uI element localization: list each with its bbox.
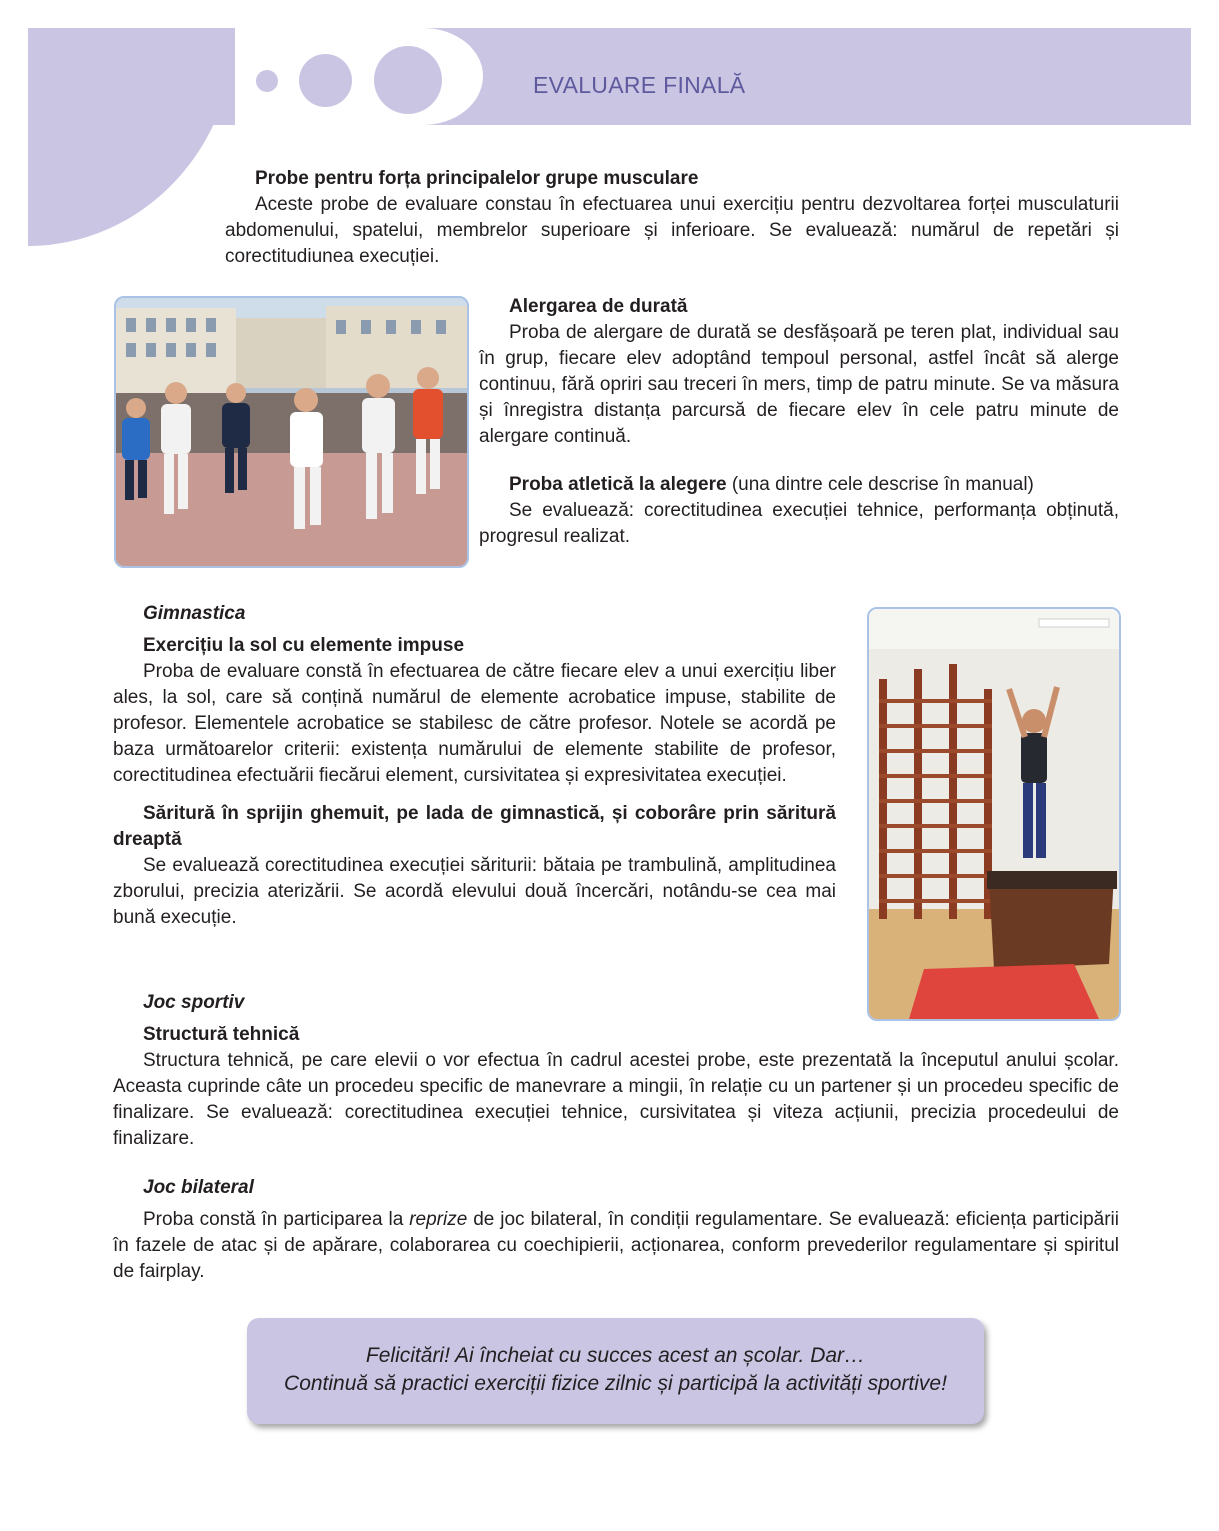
decor-dot-small [256,70,278,92]
strength-body: Aceste probe de evaluare constau în efectuarea unui exercițiu pentru dezvoltarea forței musculaturii abdomenului, spatelui, membrelor superioare și inferioare. Se evaluează: numărul de repetări și corectitudiunea execuției. [225,194,1119,267]
running-photo [114,296,469,568]
athletics-heading: Proba atletică la alegere [509,474,727,495]
athletics-heading-suffix: (una dintre cele descrise în manual) [731,474,1034,495]
strength-section [225,166,1119,270]
gym-illustration [869,609,1119,1019]
running-body: Proba de alergare de durată se desfășoară pe teren plat, individual sau în grup, fiecare elev adoptând tempoul personal, astfel încât să alerge continuu, fără opriri sau treceri în mers, timp de patru minute. Se va măsura și înregistra distanța parcursă de fiecare elev în cele patru minute de alergare continuă. [479,322,1119,447]
bilateral-body-end: de joc bilateral, în condiții regulamentare. Se evaluează: eficiența participării în fazele de atac și de apărare, colaborarea cu coechipierii, acționarea, conform prevederilor regulamentare și spiritul de fairplay. [113,1209,1119,1282]
vault-body: Se evaluează corectitudinea execuției săriturii: bătaia pe trambulină, amplitudinea zborului, precizia aterizării. Se acordă elevului două încercări, notându-se cea mai bună execuție. [113,855,836,928]
gym-photo [867,607,1121,1021]
bilateral-body [113,1207,1119,1285]
decor-dot-medium [299,54,352,107]
bilateral-section-title: Joc bilateral [143,1177,254,1198]
congrats-line-1: Felicitări! Ai încheiat cu succes acest an școlar. Dar… [365,1344,866,1367]
bilateral-body-start: Proba constă în participarea la [143,1209,404,1230]
bilateral-section [113,1175,1119,1285]
congratulations-box [247,1318,984,1424]
running-illustration [116,298,467,566]
athletics-heading-line [479,472,1119,498]
running-section [479,294,1119,450]
running-heading: Alergarea de durată [509,296,688,317]
athletics-body: Se evaluează: corectitudinea execuției tehnice, performanța obținută, progresul realizat. [479,500,1119,547]
structure-heading: Structură tehnică [143,1024,300,1045]
athletics-section [479,472,1119,550]
sport-game-section [113,990,1119,1152]
gymnastics-section-title: Gimnastica [143,603,246,624]
decor-dot-large [374,46,442,114]
vault-heading: Săritură în sprijin ghemuit, pe lada de gimnastică, și coborâre prin săritură dreaptă [113,803,836,850]
structure-body: Structura tehnică, pe care elevii o vor efectua în cadrul acestei probe, este prezentată la începutul anului școlar. Aceasta cuprinde câte un procedeu specific de manevrare a mingii, în relație cu un partener și un procedeu specific de finalizare. Se evaluează: corectitudinea execuției tehnice, cursivitatea și viteza acțiunii, precizia procedeului de finalizare. [113,1050,1119,1149]
corner-decoration [28,28,235,246]
bilateral-body-italic: reprize [409,1209,468,1230]
congrats-line-2: Continuă să practici exerciții fizice zilnic și participă la activități sportive! [284,1372,947,1395]
gymnastics-section [113,601,836,931]
floor-heading: Exercițiu la sol cu elemente impuse [143,635,465,656]
page-title: EVALUARE FINALĂ [533,72,746,98]
sport-game-section-title: Joc sportiv [143,992,245,1013]
floor-body: Proba de evaluare constă în efectuarea de către fiecare elev a unui exercițiu liber ales, la sol, care să conțină numărul de elemente acrobatice impuse, stabilite de profesor. Elementele acrobatice se stabilesc de către profesor. Notele se acordă pe baza următoarelor criterii: existența numărului de elemente stabilite de profesor, corectitudinea efectuării fiecărui element, cursivitatea și expresivitatea execuției. [113,661,836,786]
strength-heading: Probe pentru forța principalelor grupe musculare [255,168,699,189]
